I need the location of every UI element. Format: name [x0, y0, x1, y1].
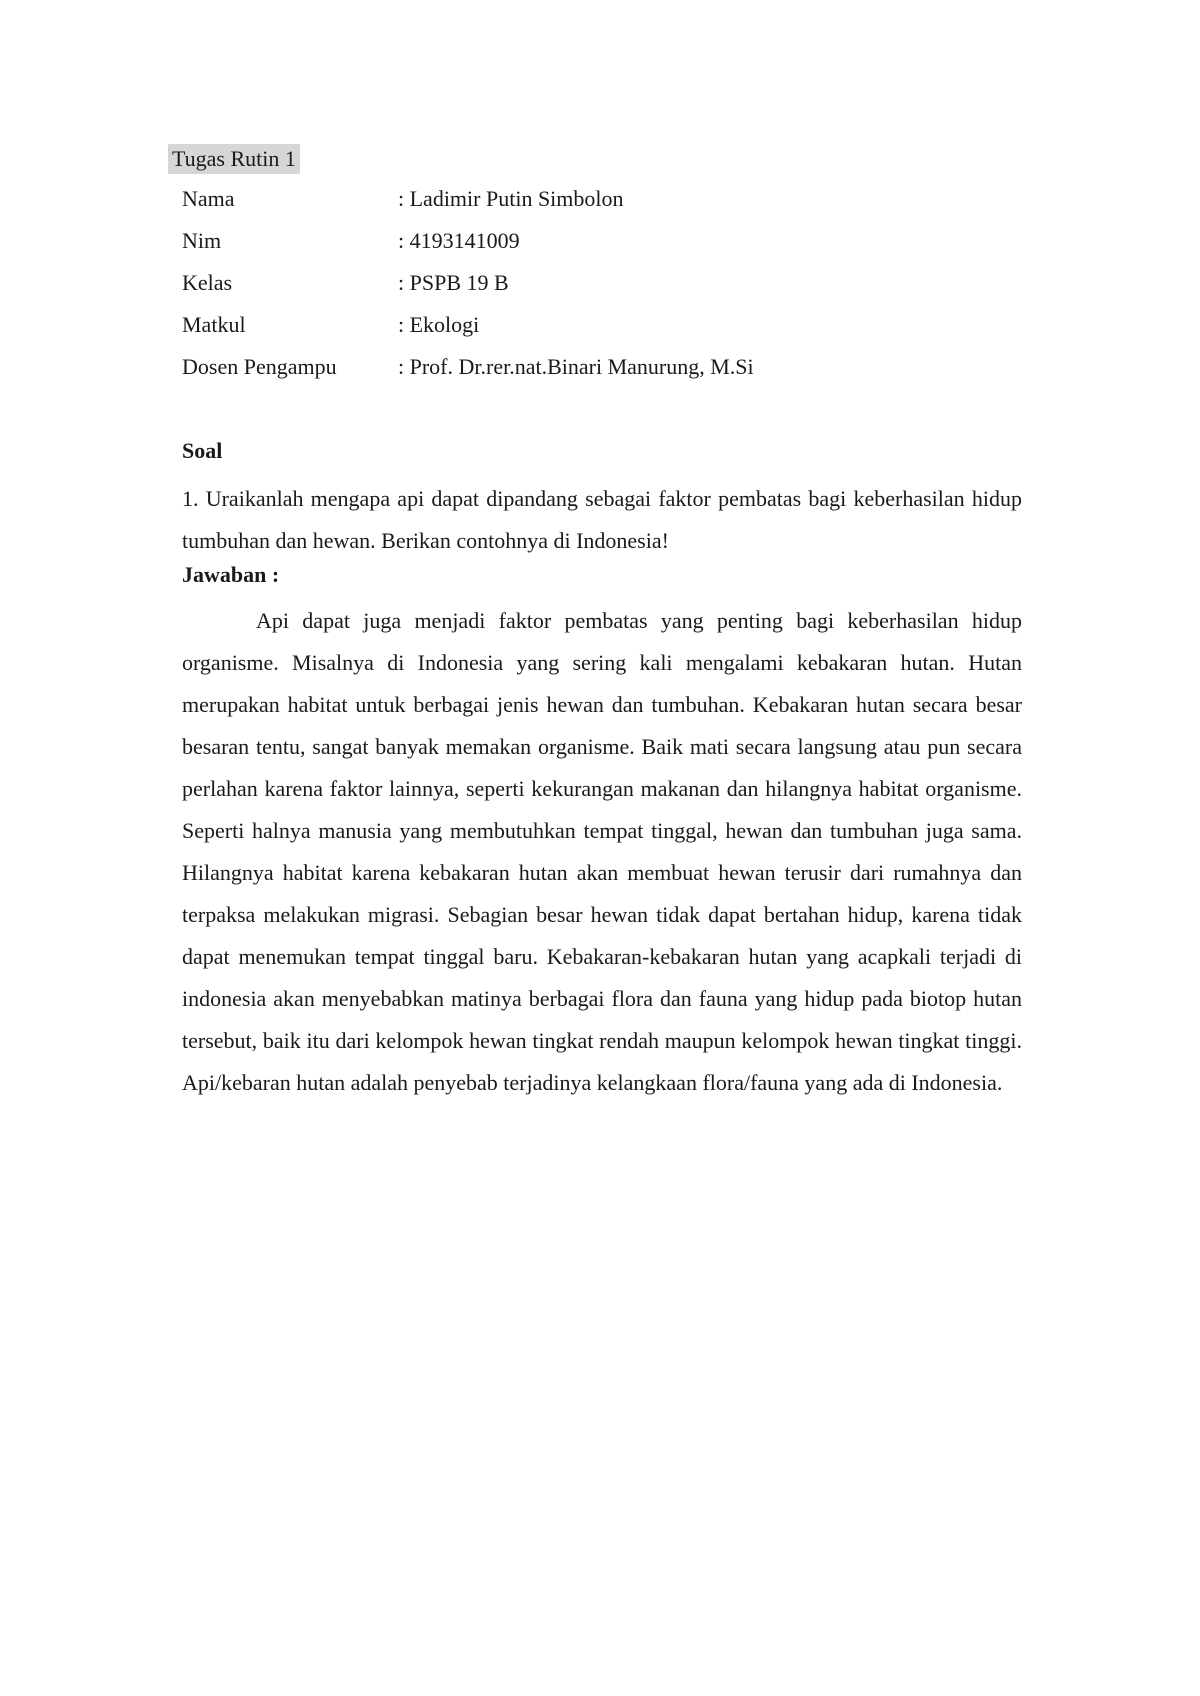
answer-heading: Jawaban : [182, 562, 280, 587]
info-row-nim [182, 226, 754, 268]
document-title: Tugas Rutin 1 [168, 144, 300, 174]
info-row-kelas [182, 268, 754, 310]
info-value: : Prof. Dr.rer.nat.Binari Manurung, M.Si [398, 354, 754, 379]
info-value: : PSPB 19 B [398, 270, 509, 295]
info-value: : 4193141009 [398, 228, 520, 253]
info-row-nama [182, 184, 754, 226]
student-info-table [182, 184, 754, 394]
info-label: Nama [182, 186, 235, 211]
info-label: Kelas [182, 270, 233, 295]
section-heading-soal: Soal [182, 438, 223, 463]
info-row-dosen [182, 352, 754, 394]
info-label: Matkul [182, 312, 246, 337]
info-label: Nim [182, 228, 222, 253]
info-value: : Ladimir Putin Simbolon [398, 186, 624, 211]
question-text: 1. Uraikanlah mengapa api dapat dipandang sebagai faktor pembatas bagi keberhasilan hidup tumbuhan dan hewan. Berikan contohnya di Indonesia! [182, 486, 1022, 553]
info-value: : Ekologi [398, 312, 480, 337]
answer-paragraph: Api dapat juga menjadi faktor pembatas yang penting bagi keberhasilan hidup organisme. Misalnya di Indonesia yang sering kali mengalami kebakaran hutan. Hutan merupakan habitat untuk berbagai jenis hewan dan tumbuhan. Kebakaran hutan secara besar besaran tentu, sangat banyak memakan organisme. Baik mati secara langsung atau pun secara perlahan karena faktor lainnya, seperti kekurangan makanan dan hilangnya habitat organisme. Seperti halnya manusia yang membutuhkan tempat tinggal, hewan dan tumbuhan juga sama. Hilangnya habitat karena kebakaran hutan akan membuat hewan terusir dari rumahnya dan terpaksa melakukan migrasi. Sebagian besar hewan tidak dapat bertahan hidup, karena tidak dapat menemukan tempat tinggal baru. Kebakaran-kebakaran hutan yang acapkali terjadi di indonesia akan menyebabkan matinya berbagai flora dan fauna yang hidup pada biotop hutan tersebut, baik itu dari kelompok hewan tingkat rendah maupun kelompok hewan tingkat tinggi. Api/kebaran hutan adalah penyebab terjadinya kelangkaan flora/fauna yang ada di Indonesia. [182, 608, 1022, 1095]
info-label: Dosen Pengampu [182, 354, 337, 379]
info-row-matkul [182, 310, 754, 352]
